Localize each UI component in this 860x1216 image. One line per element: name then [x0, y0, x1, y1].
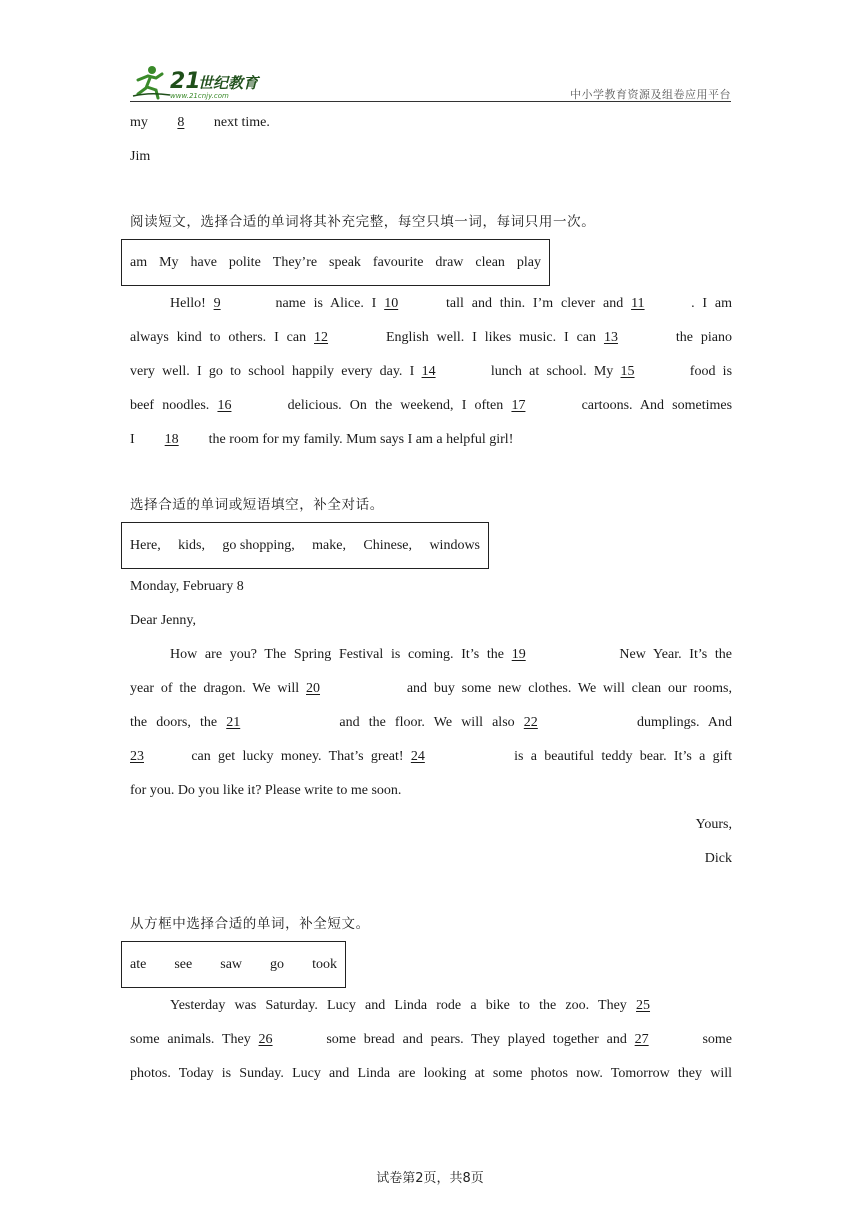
blank-10: 10: [384, 296, 399, 311]
text: Yesterday was Saturday. Lucy and Linda rode a bike to the zoo. They: [170, 998, 627, 1013]
text: How are you? The Spring Festival is coming. It’s the: [170, 647, 504, 662]
svg-text:21: 21: [170, 69, 201, 94]
text: very well. I go to school happily every day. I: [130, 364, 415, 379]
text: dumplings. And: [636, 715, 733, 730]
word-chinese: Chinese,: [363, 537, 413, 553]
letter-date: Monday, February 8: [130, 579, 244, 594]
blank-11: 11: [631, 296, 645, 311]
word-theyre: They’re: [272, 254, 318, 270]
text: next time.: [213, 115, 270, 130]
word-go-shopping: go shopping,: [222, 537, 295, 553]
text: Hello!: [170, 296, 206, 311]
para2-line1: [130, 645, 732, 665]
text: some: [702, 1032, 733, 1047]
blank-21: 21: [226, 715, 241, 730]
word-make: make,: [312, 537, 346, 553]
text: delicious. On the weekend, I often: [287, 398, 504, 413]
para3-line3: photos. Today is Sunday. Lucy and Linda are looking at some photos now. Tomorrow they will: [130, 1066, 732, 1081]
word-favourite: favourite: [372, 254, 424, 270]
para3-line1: [130, 996, 732, 1016]
text: lunch at school. My: [490, 364, 614, 379]
word-box-3: [121, 941, 346, 988]
text: can get lucky money. That’s great!: [191, 749, 404, 764]
text: cartoons. And sometimes: [581, 398, 733, 413]
word-polite: polite: [228, 254, 261, 270]
text: beef noodles.: [130, 398, 210, 413]
header-rule: [130, 101, 731, 102]
letter-signature: Dick: [704, 851, 732, 866]
text: food is: [689, 364, 733, 379]
text: the room for my family. Mum says I am a helpful girl!: [208, 432, 514, 447]
blank-16: 16: [217, 398, 232, 413]
para1-line2: [130, 328, 732, 348]
word-my: My: [159, 254, 179, 270]
text: the piano: [675, 330, 733, 345]
blank-26: 26: [258, 1032, 273, 1047]
blank-24: 24: [410, 749, 425, 764]
text: . I am: [691, 296, 733, 311]
blank-14: 14: [421, 364, 436, 379]
svg-text:www.21cnjy.com: www.21cnjy.com: [170, 92, 229, 100]
letter-greeting: Dear Jenny,: [130, 613, 196, 628]
para1-line5: [130, 430, 732, 450]
para3-line2: [130, 1030, 732, 1050]
text: year of the dragon. We will: [130, 681, 300, 696]
para1-line4: [130, 396, 732, 416]
text: name is Alice. I: [275, 296, 377, 311]
word-saw: saw: [220, 956, 243, 972]
word-am: am: [130, 254, 148, 270]
section2-instruction: 选择合适的单词或短语填空，补全对话。: [130, 497, 384, 513]
text: and the floor. We will also: [339, 715, 515, 730]
blank-18: 18: [164, 432, 179, 447]
blank-25: 25: [636, 998, 651, 1013]
word-draw: draw: [435, 254, 464, 270]
section1-instruction: 阅读短文，选择合适的单词将其补充完整，每空只填一词，每词只用一次。: [130, 214, 596, 230]
blank-19: 19: [511, 647, 526, 662]
blank-23: 23: [130, 749, 144, 764]
word-see: see: [174, 956, 193, 972]
text: and buy some new clothes. We will clean our rooms,: [406, 681, 732, 696]
svg-text:世纪教育: 世纪教育: [198, 74, 259, 92]
blank-12: 12: [314, 330, 329, 345]
header-platform-text: 中小学教育资源及组卷应用平台: [570, 88, 731, 101]
para2-line5: for you. Do you like it? Please write to me soon.: [130, 783, 402, 798]
text: is a beautiful teddy bear. It’s a gift: [514, 749, 733, 764]
text: my: [130, 115, 148, 130]
text: New Year. It’s the: [619, 647, 733, 662]
word-clean: clean: [475, 254, 505, 270]
text: the doors, the: [130, 715, 218, 730]
blank-15: 15: [620, 364, 635, 379]
word-ate: ate: [130, 956, 147, 972]
blank-8: 8: [177, 115, 185, 130]
blank-17: 17: [511, 398, 526, 413]
blank-9: 9: [213, 296, 221, 311]
blank-27: 27: [634, 1032, 649, 1047]
page-header: [130, 62, 731, 104]
text: tall and thin. I’m clever and: [446, 296, 624, 311]
text: some bread and pears. They played together and: [326, 1032, 627, 1047]
text: I: [130, 432, 135, 447]
word-windows: windows: [429, 537, 480, 553]
blank-20: 20: [306, 681, 320, 696]
para2-line4: [130, 747, 732, 767]
word-here: Here,: [130, 537, 161, 553]
para2-line3: [130, 713, 732, 733]
word-box-1: [121, 239, 550, 286]
word-play: play: [516, 254, 541, 270]
para1-line1: [130, 294, 732, 314]
word-have: have: [190, 254, 217, 270]
page-number-footer: 试卷第2页，共8页: [376, 1171, 484, 1186]
line-8: [130, 113, 732, 133]
word-go: go: [270, 956, 285, 972]
para1-line3: [130, 362, 732, 382]
text: English well. I likes music. I can: [385, 330, 597, 345]
text: always kind to others. I can: [130, 330, 307, 345]
word-box-2: [121, 522, 489, 569]
text: some animals. They: [130, 1032, 251, 1047]
blank-22: 22: [523, 715, 538, 730]
word-kids: kids,: [178, 537, 205, 553]
section3-instruction: 从方框中选择合适的单词，补全短文。: [130, 916, 370, 932]
blank-13: 13: [603, 330, 618, 345]
signature-jim: Jim: [130, 149, 151, 164]
para2-line2: [130, 679, 732, 699]
word-took: took: [312, 956, 337, 972]
word-speak: speak: [329, 254, 361, 270]
site-logo: [130, 62, 270, 102]
letter-closing: Yours,: [695, 817, 732, 832]
